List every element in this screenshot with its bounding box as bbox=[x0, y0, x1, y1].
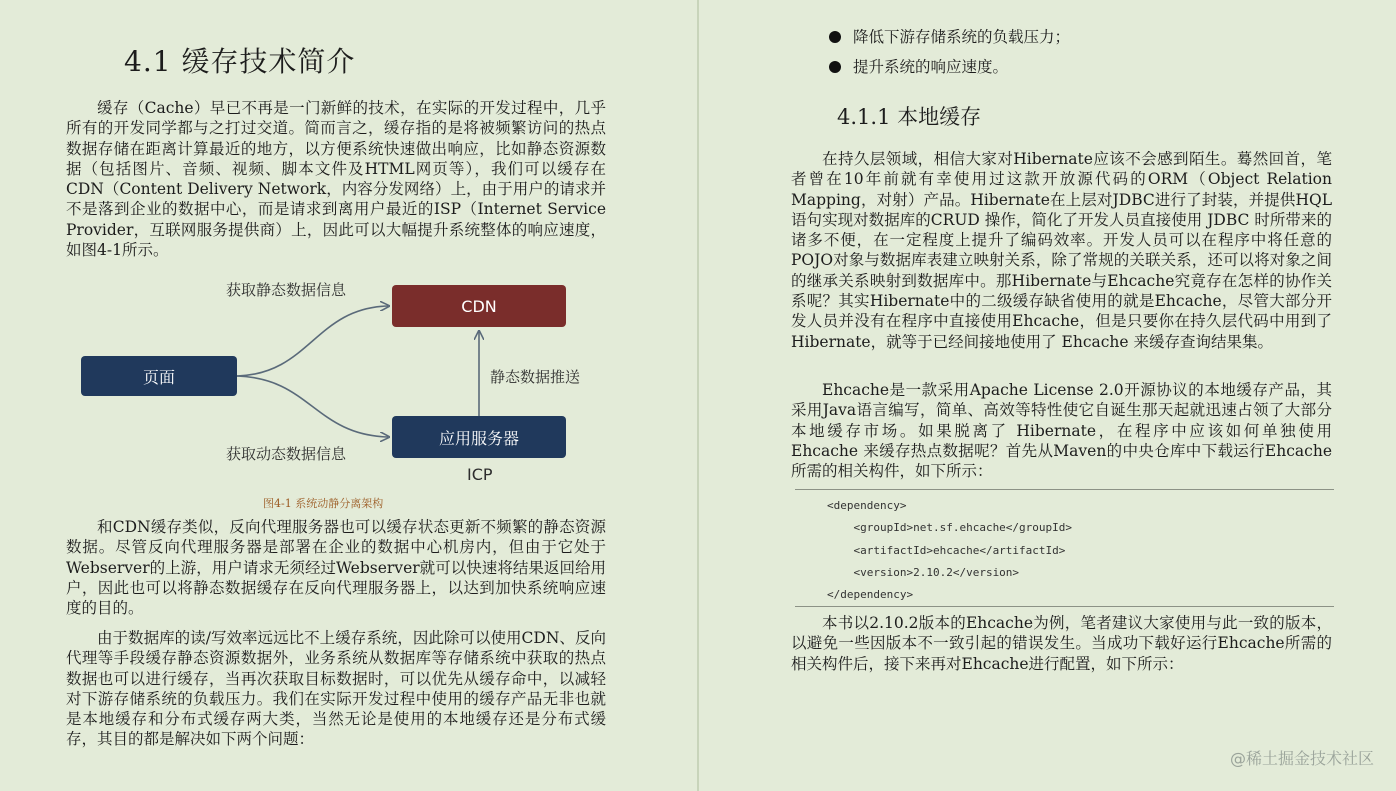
app-server-box: 应用服务器 bbox=[392, 416, 566, 458]
section-title: 4.1 缓存技术简介 bbox=[124, 45, 356, 78]
static-data-label: 获取静态数据信息 bbox=[226, 281, 347, 299]
code-block bbox=[795, 489, 1334, 607]
bullet-icon bbox=[829, 61, 841, 73]
version-paragraph: 本书以2.10.2版本的Ehcache为例，笔者建议大家使用与此一致的版本，以避免一些因版本不一致引起的错误发生。当成功下载好运行Ehcache所需的相关构件后，接下来再对Ehcache进行配置，如下所示： bbox=[791, 614, 1332, 673]
right-page bbox=[699, 0, 1396, 791]
figure-caption: 图4-1 系统动静分离架构 bbox=[263, 497, 384, 510]
cdn-box: CDN bbox=[392, 285, 566, 327]
hibernate-paragraph: 在持久层领域，相信大家对Hibernate应该不会感到陌生。蓦然回首，笔者曾在10年前就有幸使用过这款开放源代码的ORM（Object Relation Mapping，对射）产品。Hibernate在上层对JDBC进行了封装，并提供HQL语句实现对数据库的CRUD 操作，简化了开发人员直接使用 JDBC 时所带来的诸多不便，在一定程度上提升了编码效率。开发人员可以在程序中将任意的POJO对象与数据库表建立映射关系，除了常规的关联关系，还可以将对象之间的继承关系映射到数据库中。那Hibernate与Ehcache究竟存在怎样的协作关系呢？其实Hibernate中的二级缓存缺省使用的就是Ehcache，尽管大部分开发人员并没有在程序中直接使用Ehcache，但是只要你在持久层代码中用到了Hibernate，就等于已经间接地使用了 Ehcache 来缓存查询结果集。 bbox=[791, 150, 1332, 351]
intro-paragraph: 缓存（Cache）早已不再是一门新鲜的技术，在实际的开发过程中，几乎所有的开发同学都与之打过交道。简而言之，缓存指的是将被频繁访问的热点数据存储在距离计算最近的地方，以方便系统快速做出响应，比如静态资源数据（包括图片、音频、视频、脚本文件及HTML网页等），我们可以缓存在CDN（Content Delivery Network，内容分发网络）上，由于用户的请求并不是落到企业的数据中心，而是请求到离用户最近的ISP（Internet Service Provider，互联网服务提供商）上，因此可以大幅提升系统整体的响应速度，如图4-1所示。 bbox=[66, 99, 606, 260]
code-line: <dependency> bbox=[827, 499, 907, 512]
code-line: <version>2.10.2</version> bbox=[827, 566, 1020, 579]
list-item: 降低下游存储系统的负载压力； bbox=[829, 22, 1070, 52]
static-push-label: 静态数据推送 bbox=[490, 368, 581, 386]
bullet-icon bbox=[829, 31, 841, 43]
subsection-title: 4.1.1 本地缓存 bbox=[837, 105, 982, 129]
reverse-proxy-paragraph: 和CDN缓存类似，反向代理服务器也可以缓存状态更新不频繁的静态资源数据。尽管反向代理服务器是部署在企业的数据中心机房内，但由于它处于Webserver的上游，用户请求无须经过Webserver就可以快速将结果返回给用户，因此也可以将静态数据缓存在反向代理服务器上，以达到加快系统响应速度的目的。 bbox=[66, 518, 606, 618]
database-paragraph: 由于数据库的读/写效率远远比不上缓存系统，因此除可以使用CDN、反向代理等手段缓存静态资源数据外，业务系统从数据库等存储系统中获取的热点数据也可以进行缓存，当再次获取目标数据时，可以优先从缓存命中，以减轻对下游存储系统的负载压力。我们在实际开发过程中使用的缓存产品无非也就是本地缓存和分布式缓存两大类，当然无论是使用的本地缓存还是分布式缓存，其目的都是解决如下两个问题： bbox=[66, 629, 606, 749]
arrow-to-cdn bbox=[237, 306, 388, 376]
list-item: 提升系统的响应速度。 bbox=[829, 52, 1070, 82]
arrow-to-app-server bbox=[237, 376, 388, 437]
ehcache-paragraph: Ehcache是一款采用Apache License 2.0开源协议的本地缓存产品，其采用Java语言编写，简单、高效等特性使它自诞生那天起就迅速占领了大部分本地缓存市场。如果脱离了 Hibernate，在程序中应该如何单独使用 Ehcache 来缓存热点数据呢？首先从Maven的中央仓库中下载运行Ehcache所需的相关构件，如下所示： bbox=[791, 381, 1332, 481]
code-line: </dependency> bbox=[827, 588, 914, 601]
code-line: <artifactId>ehcache</artifactId> bbox=[827, 544, 1066, 557]
problem-list bbox=[829, 22, 1070, 82]
watermark: @稀土掘金技术社区 bbox=[1229, 749, 1374, 768]
icp-label: ICP bbox=[467, 465, 493, 484]
architecture-figure bbox=[60, 270, 620, 490]
dynamic-data-label: 获取动态数据信息 bbox=[226, 445, 347, 463]
left-page bbox=[0, 0, 697, 791]
page-box: 页面 bbox=[81, 356, 237, 396]
code-line: <groupId>net.sf.ehcache</groupId> bbox=[827, 521, 1073, 534]
